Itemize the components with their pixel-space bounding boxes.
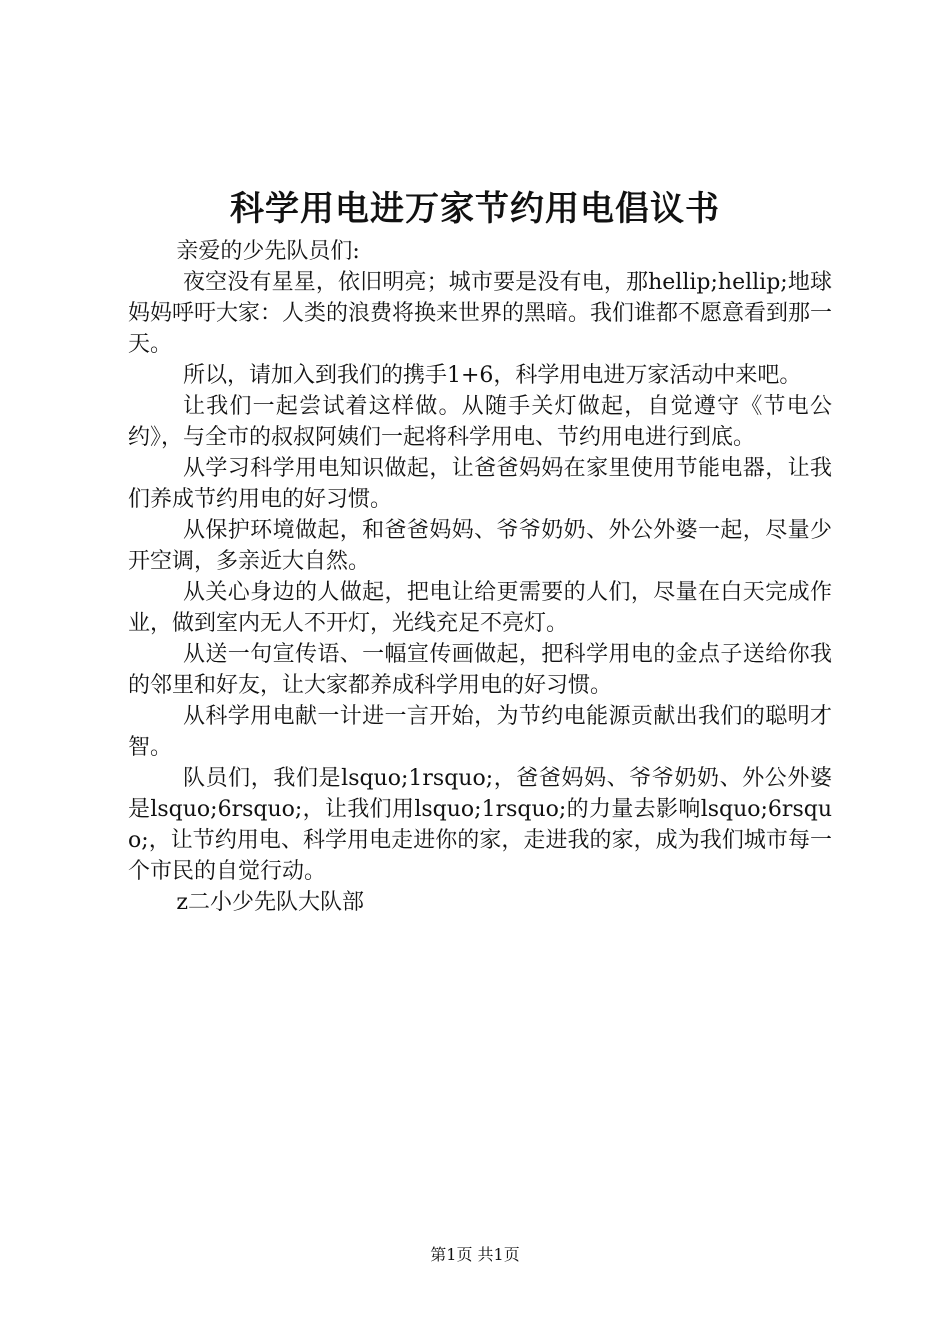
paragraph: 队员们，我们是lsquo;1rsquo;，爸爸妈妈、爷爷奶奶、外公外婆是lsquo;6rsquo;，让我们用lsquo;1rsquo;的力量去影响lsquo;6rsquo;，让节约用电、科学用电走进你的家，走进我的家，成为我们城市每一个市民的自觉行动。 <box>128 766 832 884</box>
paragraph: 从送一句宣传语、一幅宣传画做起，把科学用电的金点子送给你我的邻里和好友，让大家都养成科学用电的好习惯。 <box>128 642 832 698</box>
paragraph: 从学习科学用电知识做起，让爸爸妈妈在家里使用节能电器，让我们养成节约用电的好习惯。 <box>128 456 832 512</box>
signature: z二小少先队大队部 <box>176 890 364 915</box>
document-body <box>128 236 832 918</box>
page-footer: 第1页 共1页 <box>430 1245 520 1264</box>
paragraph: 所以，请加入到我们的携手1+6，科学用电进万家活动中来吧。 <box>183 363 802 388</box>
salutation: 亲爱的少先队员们: <box>176 239 360 264</box>
paragraph: 从关心身边的人做起，把电让给更需要的人们，尽量在白天完成作业，做到室内无人不开灯，光线充足不亮灯。 <box>128 580 832 636</box>
paragraph: 从保护环境做起，和爸爸妈妈、爷爷奶奶、外公外婆一起，尽量少开空调，多亲近大自然。 <box>128 518 832 574</box>
paragraph: 从科学用电献一计进一言开始，为节约电能源贡献出我们的聪明才智。 <box>128 704 832 760</box>
paragraph: 让我们一起尝试着这样做。从随手关灯做起，自觉遵守《节电公约》，与全市的叔叔阿姨们一起将科学用电、节约用电进行到底。 <box>128 394 832 450</box>
document-title: 科学用电进万家节约用电倡议书 <box>230 189 720 229</box>
paragraph: 夜空没有星星，依旧明亮；城市要是没有电，那hellip;hellip;地球妈妈呼吁大家：人类的浪费将换来世界的黑暗。我们谁都不愿意看到那一天。 <box>128 270 833 357</box>
